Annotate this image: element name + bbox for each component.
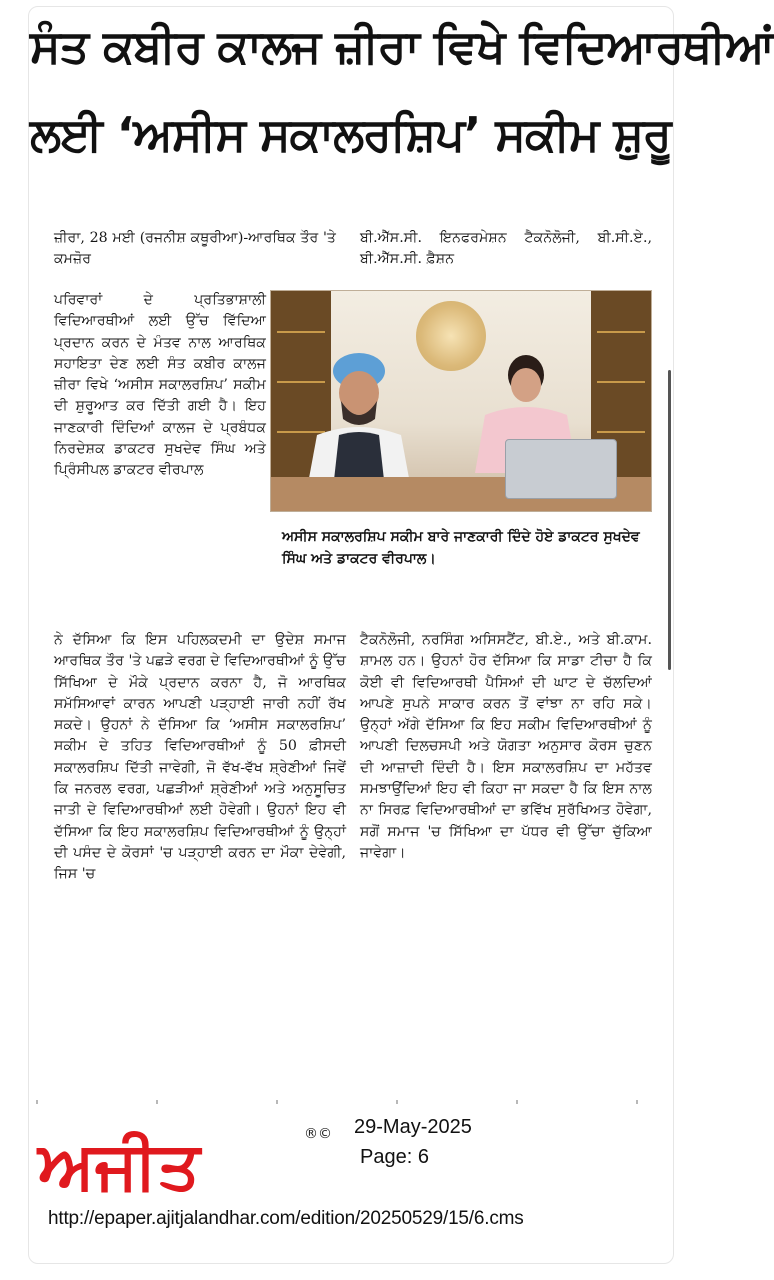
photo-caption: ਅਸੀਸ ਸਕਾਲਰਸ਼ਿਪ ਸਕੀਮ ਬਾਰੇ ਜਾਣਕਾਰੀ ਦਿੰਦੇ ਹੋਏ ਡਾਕਟਰ ਸੁਖਦੇਵ ਸਿੰਘ ਅਤੇ ਡਾਕਟਰ ਵੀਰਪਾਲ। — [282, 529, 640, 567]
headline-line-1: ਸੰਤ ਕਬੀਰ ਕਾਲਜ ਜ਼ੀਰਾ ਵਿਖੇ ਵਿਦਿਆਰਥੀਆਂ — [30, 19, 774, 73]
intro-right-text: ਬੀ.ਐੱਸ.ਸੀ. ਇਨਫਰਮੇਸ਼ਨ ਟੈਕਨੋਲੋਜੀ, ਬੀ.ਸੀ.ਏ., ਬੀ.ਐੱਸ.ਸੀ. ਫ਼ੈਸ਼ਨ — [360, 230, 652, 268]
page-number: Page: 6 — [360, 1146, 429, 1168]
intro-left-text: ਜ਼ੀਰਾ, 28 ਮਈ (ਰਜਨੀਸ਼ ਕਥੂਰੀਆ)-ਆਰਥਿਕ ਤੌਰ 'ਤੇ ਕਮਜ਼ੋਰ — [54, 230, 336, 268]
laptop-icon — [505, 439, 617, 499]
person-man-in-turban — [289, 349, 429, 489]
logo-wordmark: ਅਜੀਤ — [38, 1127, 200, 1204]
article-left-column — [54, 630, 346, 1080]
registered-mark-icon: ®© — [304, 1126, 332, 1142]
ajit-logo — [36, 1122, 336, 1204]
left-narrow-text: ਪਰਿਵਾਰਾਂ ਦੇ ਪ੍ਰਤਿਭਾਸ਼ਾਲੀ ਵਿਦਿਆਰਥੀਆਂ ਲਈ ਉੱਚ ਵਿੱਦਿਆ ਪ੍ਰਦਾਨ ਕਰਨ ਦੇ ਮੰਤਵ ਨਾਲ ਆਰਥਿਕ ਸਹਾਇਤਾ ਦੇਣ ਲਈ ਸੰਤ ਕਬੀਰ ਕਾਲਜ ਜ਼ੀਰਾ ਵਿਖੇ ‘ਅਸੀਸ ਸਕਾਲਰਸ਼ਿਪ’ ਸਕੀਮ ਦੀ ਸ਼ੁਰੂਆਤ ਕਰ ਦਿੱਤੀ ਗਈ ਹੈ। ਇਹ ਜਾਣਕਾਰੀ ਦਿੰਦਿਆਂ ਕਾਲਜ ਦੇ ਪ੍ਰਬੰਧਕ ਨਿਰਦੇਸ਼ਕ ਡਾਕਟਰ ਸੁਖਦੇਵ ਸਿੰਘ ਅਤੇ ਪ੍ਰਿੰਸੀਪਲ ਡਾਕਟਰ ਵੀਰਪਾਲ — [54, 292, 266, 479]
right-column-text: ਟੈਕਨੋਲੋਜੀ, ਨਰਸਿੰਗ ਅਸਿਸਟੈਂਟ, ਬੀ.ਏ., ਅਤੇ ਬੀ.ਕਾਮ. ਸ਼ਾਮਲ ਹਨ। ਉਹਨਾਂ ਹੋਰ ਦੱਸਿਆ ਕਿ ਸਾਡਾ ਟੀਚਾ ਹੈ ਕਿ ਕੋਈ ਵੀ ਵਿਦਿਆਰਥੀ ਪੈਸਿਆਂ ਦੀ ਘਾਟ ਦੇ ਚੱਲਦਿਆਂ ਆਪਣੇ ਸੁਪਨੇ ਸਾਕਾਰ ਕਰਨ ਤੋਂ ਵਾਂਝਾ ਨਾ ਰਹਿ ਸਕੇ। ਉਨ੍ਹਾਂ ਅੱਗੇ ਦੱਸਿਆ ਕਿ ਇਹ ਸਕੀਮ ਵਿਦਿਆਰਥੀਆਂ ਨੂੰ ਆਪਣੀ ਦਿਲਚਸਪੀ ਅਤੇ ਯੋਗਤਾ ਅਨੁਸਾਰ ਕੋਰਸ ਚੁਣਨ ਦੀ ਆਜ਼ਾਦੀ ਦਿੰਦੀ ਹੈ। ਇਸ ਸਕਾਲਰਸ਼ਿਪ ਦਾ ਮਹੱਤਵ ਸਮਝਾਉਂਦਿਆਂ ਇਹ ਵੀ ਕਿਹਾ ਜਾ ਸਕਦਾ ਹੈ ਕਿ ਇਸ ਨਾਲ ਨਾ ਸਿਰਫ਼ ਵਿਦਿਆਰਥੀਆਂ ਦਾ ਭਵਿੱਖ ਸੁਰੱਖਿਅਤ ਹੋਵੇਗਾ, ਸਗੋਂ ਸਮਾਜ 'ਚ ਸਿੱਖਿਆ ਦਾ ਪੱਧਰ ਵੀ ਉੱਚਾ ਚੁੱਕਿਆ ਜਾਵੇਗਾ। — [360, 632, 652, 861]
article-photo — [270, 290, 652, 512]
publication-date: 29-May-2025 — [354, 1116, 472, 1138]
scrollbar[interactable] — [668, 370, 671, 670]
left-column-text: ਨੇ ਦੱਸਿਆ ਕਿ ਇਸ ਪਹਿਲਕਦਮੀ ਦਾ ਉਦੇਸ਼ ਸਮਾਜ ਆਰਥਿਕ ਤੌਰ 'ਤੇ ਪਛੜੇ ਵਰਗ ਦੇ ਵਿਦਿਆਰਥੀਆਂ ਨੂੰ ਉੱਚ ਸਿੱਖਿਆ ਦੇ ਮੌਕੇ ਪ੍ਰਦਾਨ ਕਰਨਾ ਹੈ, ਜੋ ਆਰਥਿਕ ਸਮੱਸਿਆਵਾਂ ਕਾਰਨ ਆਪਣੀ ਪੜ੍ਹਾਈ ਜਾਰੀ ਨਹੀਂ ਰੱਖ ਸਕਦੇ। ਉਹਨਾਂ ਨੇ ਦੱਸਿਆ ਕਿ ‘ਅਸੀਸ ਸਕਾਲਰਸ਼ਿਪ’ ਸਕੀਮ ਦੇ ਤਹਿਤ ਵਿਦਿਆਰਥੀਆਂ ਨੂੰ 50 ਫ਼ੀਸਦੀ ਸਕਾਲਰਸ਼ਿਪ ਦਿੱਤੀ ਜਾਵੇਗੀ, ਜੋ ਵੱਖ-ਵੱਖ ਸ਼੍ਰੇਣੀਆਂ ਜਿਵੇਂ ਕਿ ਜਨਰਲ ਵਰਗ, ਪਛੜੀਆਂ ਸ਼੍ਰੇਣੀਆਂ ਅਤੇ ਅਨੁਸੂਚਿਤ ਜਾਤੀ ਦੇ ਵਿਦਿਆਰਥੀਆਂ ਲਈ ਹੋਵੇਗੀ। ਉਹਨਾਂ ਇਹ ਵੀ ਦੱਸਿਆ ਕਿ ਇਹ ਸਕਾਲਰਸ਼ਿਪ ਵਿਦਿਆਰਥੀਆਂ ਨੂੰ ਉਨ੍ਹਾਂ ਦੀ ਪਸੰਦ ਦੇ ਕੋਰਸਾਂ 'ਚ ਪੜ੍ਹਾਈ ਕਰਨ ਦਾ ਮੌਕਾ ਦੇਵੇਗੀ, ਜਿਸ 'ਚ — [54, 632, 346, 883]
article-right-column — [360, 630, 652, 1080]
column-rule-dots — [36, 1100, 656, 1104]
article-intro-right — [360, 228, 652, 284]
article-intro-left — [54, 228, 336, 284]
epaper-url[interactable]: http://epaper.ajitjalandhar.com/edition/20250529/15/6.cms — [48, 1208, 524, 1229]
article-left-narrow — [54, 290, 266, 630]
headline-line-2: ਲਈ ‘ਅਸੀਸ ਸਕਾਲਰਸ਼ਿਪ’ ਸਕੀਮ ਸ਼ੁਰੂ — [30, 107, 671, 161]
